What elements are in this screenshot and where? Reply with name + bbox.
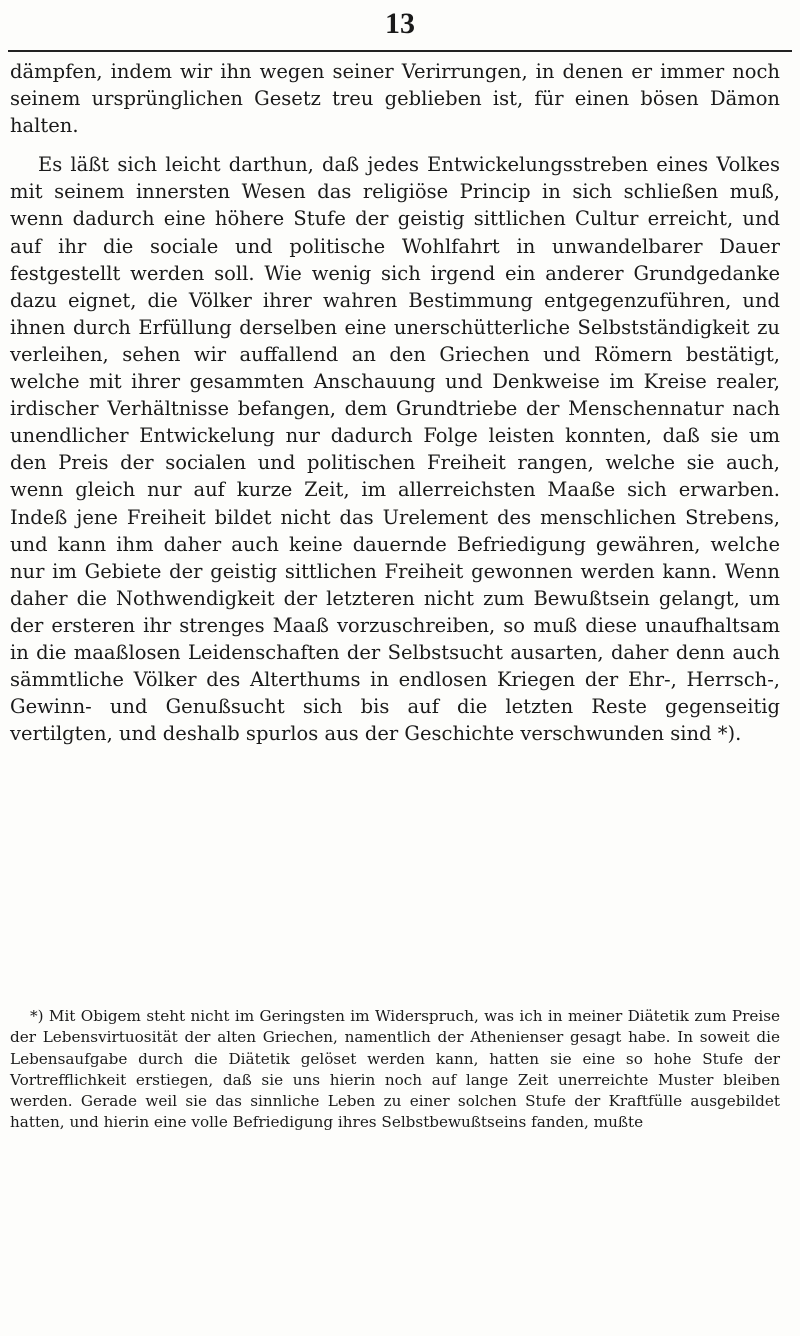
main-text xyxy=(10,58,780,747)
paragraph-continuation: dämpfen, indem wir ihn wegen seiner Verirrungen, in denen er immer noch seinem ursprünglichen Gesetz treu geblieben ist, für einen bösen Dämon halten. xyxy=(10,60,780,138)
header-rule xyxy=(8,50,792,52)
paragraph-religious-principle: Es läßt sich leicht darthun, daß jedes Entwickelungsstreben eines Volkes mit seinem innersten Wesen das religiöse Princip in sich schließen muß, wenn dadurch eine höhere Stufe der geistig sittlichen Cultur erreicht, und auf ihr die sociale und politische Wohlfahrt in unwandelbarer Dauer festgestellt werden soll. Wie wenig sich irgend ein anderer Grundgedanke dazu eignet, die Völker ihrer wahren Bestimmung entgegenzuführen, und ihnen durch Erfüllung derselben eine unerschütterliche Selbstständigkeit zu verleihen, sehen wir auffallend an den Griechen und Römern bestätigt, welche mit ihrer gesammten Anschauung und Denkweise im Kreise realer, irdischer Verhältnisse befangen, dem Grundtriebe der Menschennatur nach unendlicher Entwickelung nur dadurch Folge leisten konnten, daß sie um den Preis der socialen und politischen Freiheit rangen, welche sie auch, wenn gleich nur auf kurze Zeit, im allerreichsten Maaße sich erwarben. Indeß jene Freiheit bildet nicht das Urelement des menschlichen Strebens, und kann ihm daher auch keine dauernde Befriedigung gewähren, welche nur im Gebiete der geistig sittlichen Freiheit gewonnen werden kann. Wenn daher die Nothwendigkeit der letzteren nicht zum Bewußtsein gelangt, um der ersteren ihr strenges Maaß vorzuschreiben, so muß diese unaufhaltsam in die maaßlosen Leidenschaften der Selbstsucht ausarten, daher denn auch sämmtliche Völker des Alterthums in endlosen Kriegen der Ehr-, Herrsch-, Gewinn- und Genußsucht sich bis auf die letzten Reste gegenseitig vertilgten, und deshalb spurlos aus der Geschichte verschwunden sind *). xyxy=(10,153,780,746)
page-number: 13 xyxy=(385,7,415,40)
footnote: *) Mit Obigem steht nicht im Geringsten im Widerspruch, was ich in meiner Diätetik zum Preise der Lebensvirtuosität der alten Griechen, namentlich der Athenienser gesagt habe. In soweit die Lebensaufgabe durch die Diätetik gelöset werden kann, hatten sie eine so hohe Stufe der Vortrefflichkeit erstiegen, daß sie uns hierin noch auf lange Zeit unerreichte Muster bleiben werden. Gerade weil sie das sinnliche Leben zu einer solchen Stufe der Kraftfülle ausgebildet hatten, und hierin eine volle Befriedigung ihres Selbstbewußtseins fanden, mußte xyxy=(10,1007,780,1132)
